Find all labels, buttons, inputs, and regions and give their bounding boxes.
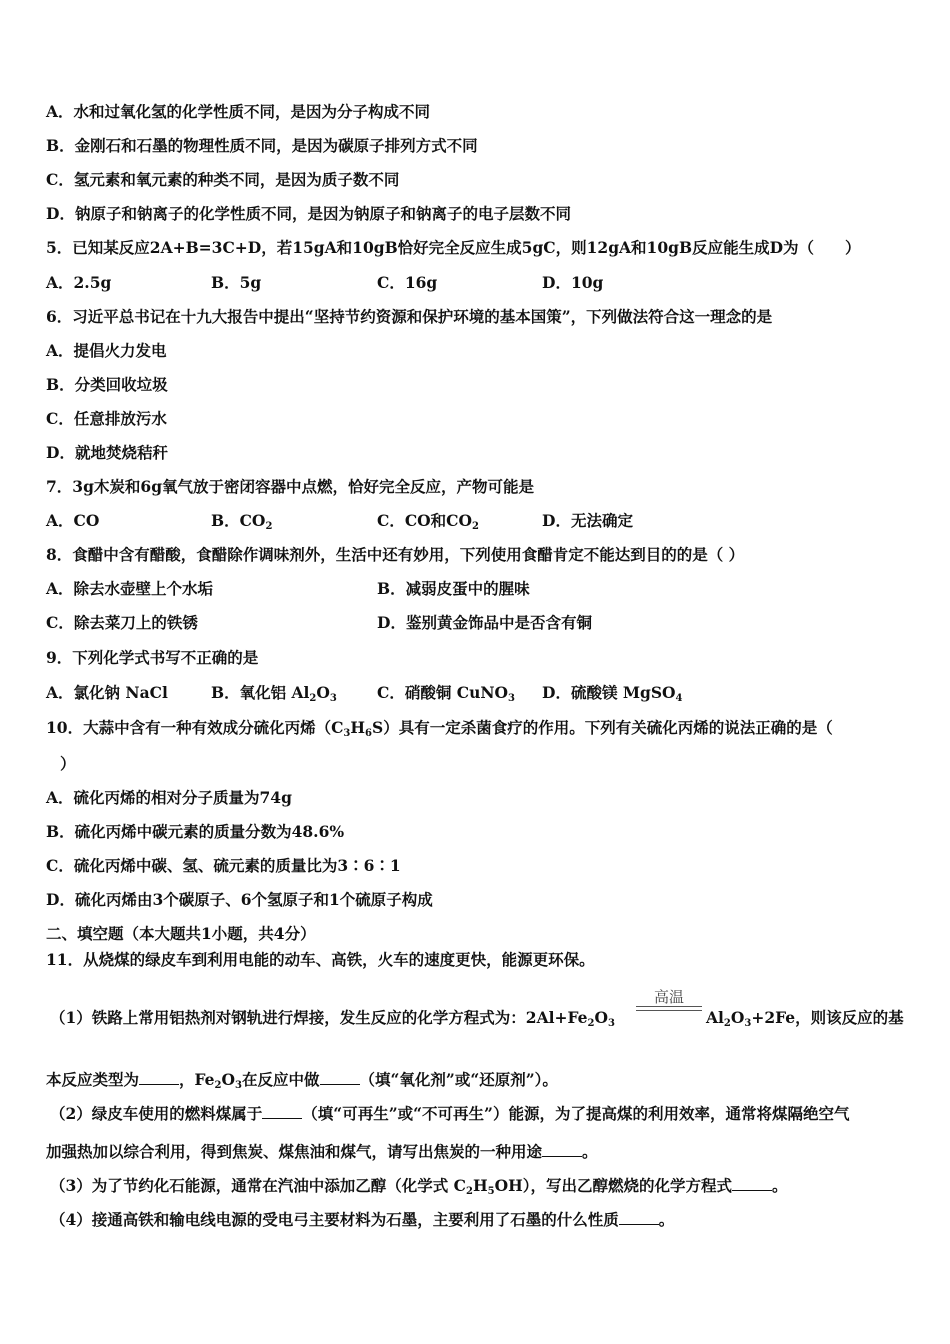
- q11-part4: （4）接通高铁和输电线电源的受电弓主要材料为石墨，主要利用了石墨的什么性质 。: [50, 1210, 675, 1229]
- answer-blank[interactable]: [139, 1070, 179, 1085]
- q9-stem: 9．下列化学式书写不正确的是: [46, 648, 259, 667]
- q7-option-a: A．CO: [46, 511, 100, 530]
- q5-option-c: C．16g: [377, 273, 438, 292]
- answer-blank[interactable]: [542, 1142, 582, 1157]
- q7-option-c: C．CO和$CO_2$: [377, 511, 479, 532]
- equation-bar-top: [636, 1006, 702, 1007]
- reaction-condition: 高温: [653, 988, 684, 1006]
- q9-option-c: C．硝酸铜 CuNO$_3$: [377, 683, 515, 704]
- q9-option-d: D．硫酸镁 MgSO$_4$: [542, 683, 683, 704]
- q6-option-c: C．任意排放污水: [46, 409, 167, 428]
- section-title: 二、填空题（本大题共1小题，共4分）: [46, 924, 316, 943]
- q6-option-a: A．提倡火力发电: [46, 341, 167, 360]
- q4-option-a: A．水和过氧化氢的化学性质不同，是因为分子构成不同: [46, 102, 431, 121]
- q11-stem: 11．从烧煤的绿皮车到利用电能的动车、高铁，火车的速度更快，能源更环保。: [46, 950, 595, 969]
- q11-part2-line1: （2）绿皮车使用的燃料煤属于 （填“可再生”或“不可再生”）能源，为了提高煤的利用效率，通常将煤隔绝空气: [50, 1104, 850, 1123]
- answer-blank[interactable]: [732, 1176, 772, 1191]
- q4-option-b: B．金刚石和石墨的物理性质不同，是因为碳原子排列方式不同: [46, 136, 478, 155]
- q6-option-b: B．分类回收垃圾: [46, 375, 168, 394]
- q11-part2-line2: 加强热加以综合利用，得到焦炭、煤焦油和煤气，请写出焦炭的一种用途 。: [46, 1142, 598, 1161]
- q8-stem: 8．食醋中含有醋酸，食醋除作调味剂外，生活中还有妙用，下列使用食醋肯定不能达到目的的是（ ）: [46, 545, 745, 564]
- answer-blank[interactable]: [320, 1070, 360, 1085]
- q5-stem: 5．已知某反应2A+B=3C+D，若15gA和10gB恰好完全反应生成5gC，则12gA和10gB反应能生成D为（ ）: [46, 238, 861, 257]
- q4-option-d: D．钠原子和钠离子的化学性质不同，是因为钠原子和钠离子的电子层数不同: [46, 204, 571, 223]
- q11-part1-left: （1）铁路上常用铝热剂对钢轨进行焊接，发生反应的化学方程式为：$2Al+Fe_2O_3$: [50, 1008, 615, 1029]
- q7-option-b: B．$CO_2$: [211, 511, 273, 532]
- q5-option-d: D．10g: [542, 273, 604, 292]
- q8-option-b: B．减弱皮蛋中的腥味: [377, 579, 530, 598]
- q6-stem: 6．习近平总书记在十九大报告中提出“坚持节约资源和保护环境的基本国策”，下列做法符合这一理念的是: [46, 307, 773, 326]
- q7-option-d: D．无法确定: [542, 511, 633, 530]
- q7-stem: 7．3g木炭和6g氧气放于密闭容器中点燃，恰好完全反应，产物可能是: [46, 477, 535, 496]
- q4-option-c: C．氢元素和氧元素的种类不同，是因为质子数不同: [46, 170, 400, 189]
- q10-stem: 10．大蒜中含有一种有效成分硫化丙烯$(C_3H_6S)$具有一定杀菌食疗的作用。下列有关硫化丙烯的说法正确的是（: [46, 718, 833, 739]
- q10-option-d: D．硫化丙烯由3个碳原子、6个氢原子和1个硫原子构成: [46, 890, 433, 909]
- q11-part1-right: $Al_2O_3+2Fe$，则该反应的基: [706, 1008, 904, 1029]
- q10-option-b: B．硫化丙烯中碳元素的质量分数为48.6%: [46, 822, 345, 841]
- q11-part3: （3）为了节约化石能源，通常在汽油中添加乙醇（化学式 $C_2H_5OH$），写出乙醇燃烧的化学方程式 。: [50, 1176, 788, 1197]
- q11-part1-line2: 本反应类型为 ，$Fe_2O_3$在反应中做 （填“氧化剂”或“还原剂”）。: [46, 1070, 558, 1091]
- q5-option-a: A．2.5g: [46, 273, 112, 292]
- q10-option-a: A．硫化丙烯的相对分子质量为74g: [46, 788, 292, 807]
- answer-blank[interactable]: [619, 1210, 659, 1225]
- q8-option-c: C．除去菜刀上的铁锈: [46, 613, 198, 632]
- q9-option-a: A．氯化钠 NaCl: [46, 683, 168, 702]
- q10-option-c: C．硫化丙烯中碳、氢、硫元素的质量比为3∶6∶1: [46, 856, 401, 875]
- q6-option-d: D．就地焚烧秸秆: [46, 443, 168, 462]
- q10-stem-continuation: ）: [60, 754, 76, 773]
- q8-option-d: D．鉴别黄金饰品中是否含有铜: [377, 613, 592, 632]
- answer-blank[interactable]: [262, 1104, 302, 1119]
- equation-bar-bottom: [636, 1010, 702, 1011]
- q5-option-b: B．5g: [211, 273, 262, 292]
- q8-option-a: A．除去水壶壁上个水垢: [46, 579, 214, 598]
- q9-option-b: B．氧化铝 $Al_2O_3$: [211, 683, 337, 704]
